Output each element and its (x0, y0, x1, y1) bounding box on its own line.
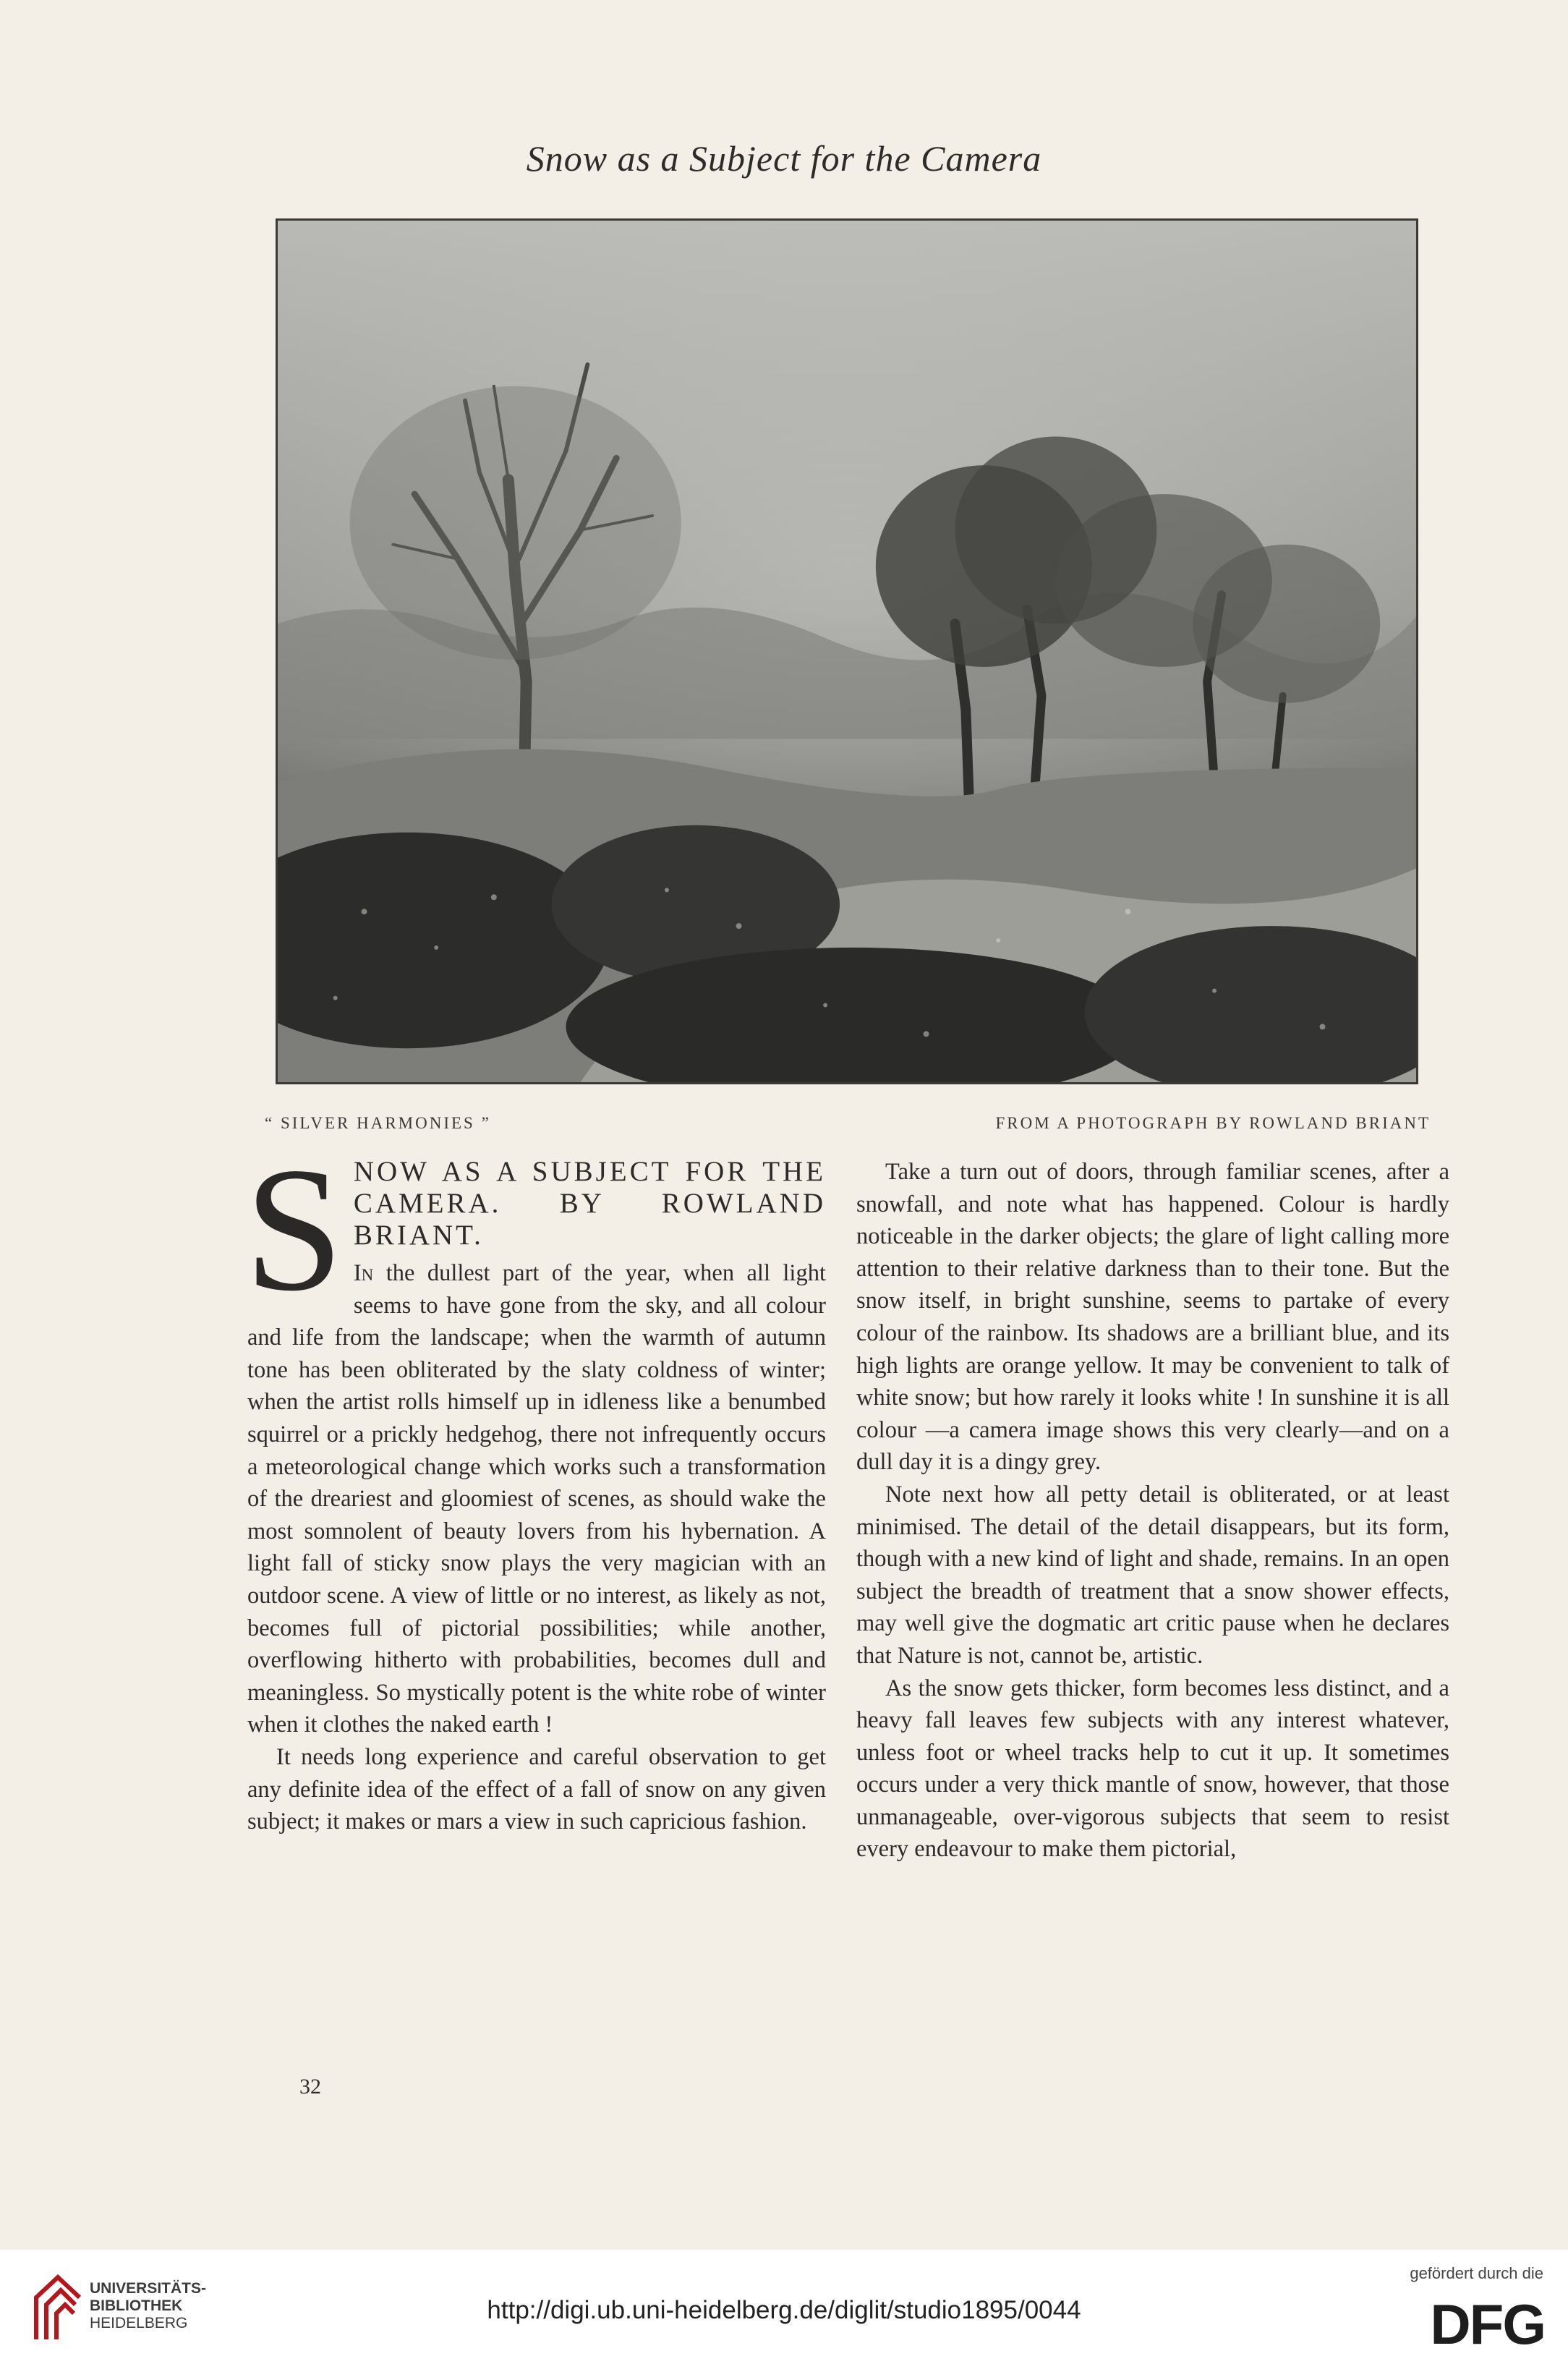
funding-note: gefördert durch die (1410, 2264, 1543, 2282)
paragraph-3: Take a turn out of doors, through familiar scenes, after a snowfall, and note what has happened. Colour is hardly noticeable in the darker objects; the glare of light calling more attention to their relative darkness than to their tone. But the snow itself, in bright sunshine, seems to partake of every colour of the rainbow. Its shadows are a brilliant blue, and its high lights are orange yellow. It may be convenient to talk of white snow; but how rarely it looks white ! In sunshine it is all colour —a camera image shows this very clearly—and on a dull day it is a dingy grey. (856, 1159, 1449, 1476)
library-name-line-1: UNIVERSITÄTS- (90, 2280, 207, 2297)
paragraph-4: Note next how all petty detail is obliterated, or at least minimised. The detail of the detail disappears, but its form, though with a new kind of light and shade, remains. In an open subject the breadth of treatment that a snow shower effects, may well give the dogmatic art critic pause when he declares that Nature is not, cannot be, artistic. (856, 1481, 1449, 1669)
paragraph-1 (247, 1257, 826, 1741)
plate-caption-credit: FROM A PHOTOGRAPH BY ROWLAND BRIANT (995, 1114, 1431, 1132)
permalink-url[interactable]: http://digi.ub.uni-heidelberg.de/diglit/studio1895/0044 (487, 2296, 1081, 2324)
running-title: Snow as a Subject for the Camera (526, 138, 1042, 179)
photo-plate (276, 218, 1418, 1084)
digitization-footer (0, 2250, 1568, 2364)
paragraph-1-first-word: In (353, 1260, 374, 1286)
paragraph-2: It needs long experience and careful observation to get any definite idea of the effect of a fall of snow on any given subject; it makes or mars a view in such capricious fashion. (247, 1743, 826, 1835)
page-number: 32 (299, 2075, 321, 2099)
article-headline: NOW AS A SUBJECT FOR THE CAMERA. BY ROWLAND BRIANT. (353, 1156, 826, 1251)
library-name-line-3: HEIDELBERG (90, 2315, 188, 2331)
article-column-left (244, 1131, 826, 1838)
paragraph-5: As the snow gets thicker, form becomes less distinct, and a heavy fall leaves few subjects with any interest whatever, unless foot or wheel tracks help to cut it up. It sometimes occurs under a very thick mantle of snow, however, that those unmanageable, over-vigorous subjects that seem to resist every endeavour to make them pictorial, (856, 1675, 1449, 1863)
paragraph-1-text: the dullest part of the year, when all light seems to have gone from the sky, and all colour and life from the landscape; when the warmth of autumn tone has been obliterated by the slaty coldness of winter; when the artist rolls himself up in idleness like a benumbed squirrel or a prickly hedgehog, there not infrequently occurs a meteorological change which works such a transformation of the dreariest and gloomiest of scenes, as should wake the most somnolent of beauty lovers from his hybernation. A light fall of sticky snow plays the very magician with an outdoor scene. A view of little or no interest, as likely as not, becomes full of pictorial possibilities; while another, overflowing hitherto with probabilities, becomes dull and meaningless. So mystically potent is the white robe of winter when it clothes the naked earth ! (247, 1260, 826, 1738)
plate-caption-title: “ SILVER HARMONIES ” (265, 1114, 491, 1132)
library-name-line-2: BIBLIOTHEK (90, 2297, 183, 2314)
dfg-logo: DFG (1430, 2292, 1545, 2356)
drop-cap: S (244, 1131, 344, 1328)
winter-landscape-photo (278, 221, 1416, 1082)
article-column-right (856, 1156, 1449, 1866)
